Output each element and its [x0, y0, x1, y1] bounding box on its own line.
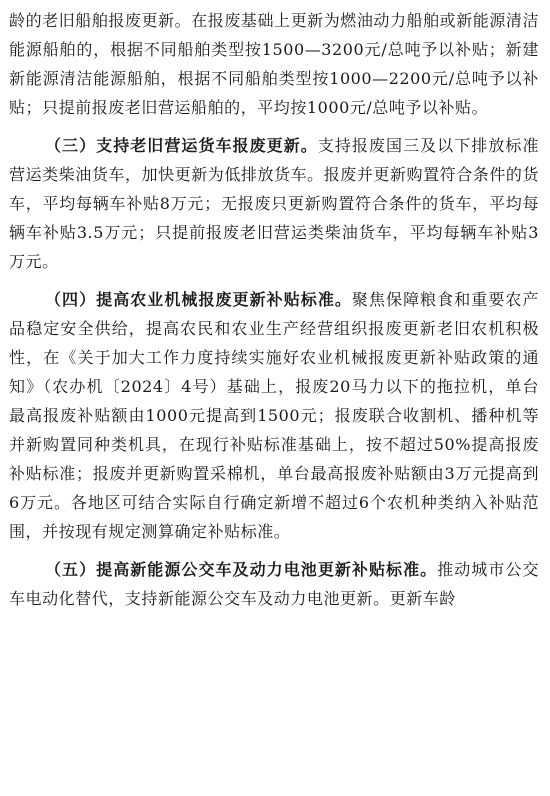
paragraph-text: 推动城市公交车电动化替代，支持新能源公交车及动力电池更新。更新车龄 — [9, 560, 539, 608]
paragraph-trucks — [9, 131, 539, 276]
paragraph-heading: （五）提高新能源公交车及动力电池更新补贴标准。 — [45, 560, 438, 579]
paragraph-heading: （四）提高农业机械报废更新补贴标准。 — [45, 290, 352, 309]
paragraph-heading: （三）支持老旧营运货车报废更新。 — [45, 136, 318, 155]
paragraph-text: 龄的老旧船舶报废更新。在报废基础上更新为燃油动力船舶或新能源清洁能源船舶的，根据不同船舶类型按1500—3200元/总吨予以补贴；新建新能源清洁能源船舶，根据不同船舶类型按1000—2200元/总吨予以补贴；只提前报废老旧营运船舶的，平均按1000元/总吨予以补贴。 — [9, 11, 539, 117]
paragraph-agri-machinery — [9, 285, 539, 546]
document-body — [9, 6, 539, 622]
paragraph-buses — [9, 555, 539, 613]
paragraph-ships — [9, 6, 539, 122]
paragraph-text: 支持报废国三及以下排放标准营运类柴油货车，加快更新为低排放货车。报废并更新购置符合条件的货车，平均每辆车补贴8万元；无报废只更新购置符合条件的货车，平均每辆车补贴3.5万元；只提前报废老旧营运类柴油货车，平均每辆车补贴3万元。 — [9, 136, 539, 271]
paragraph-text: 聚焦保障粮食和重要农产品稳定安全供给，提高农民和农业生产经营组织报废更新老旧农机积极性，在《关于加大工作力度持续实施好农业机械报废更新补贴政策的通知》（农办机〔2024〕4号）基础上，报废20马力以下的拖拉机，单台最高报废补贴额由1000元提高到1500元；报废联合收割机、播种机等并新购置同种类机具，在现行补贴标准基础上，按不超过50%提高报废补贴标准；报废并更新购置采棉机，单台最高报废补贴额由3万元提高到6万元。各地区可结合实际自行确定新增不超过6个农机种类纳入补贴范围，并按现有规定测算确定补贴标准。 — [9, 290, 539, 541]
